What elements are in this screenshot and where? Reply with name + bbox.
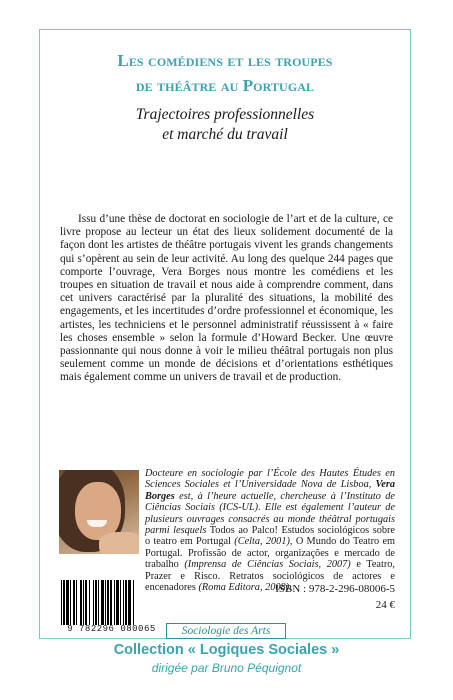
series-label: Sociologie des Arts	[166, 623, 286, 639]
bio-book-1-pub: (Celta, 2001),	[234, 536, 293, 548]
bio-part-1: Docteure en sociologie par l’École des Hautes Études en Sciences Sociales et l’Universidade Nova de Lisboa,	[145, 468, 395, 491]
author-bio	[145, 468, 395, 593]
author-name: Vera Borges	[145, 479, 395, 502]
collection-director: dirigée par Bruno Péquignot	[151, 661, 302, 675]
price: 24 €	[375, 599, 395, 611]
title-line-2: de théâtre au Portugal	[135, 76, 315, 95]
bio-book-3-pub: (Roma Editora, 2008).	[198, 582, 292, 594]
collection-name: Collection « Logiques Sociales »	[113, 642, 340, 658]
bio-book-2-pub: (Imprensa de Ciências Sociais, 2007)	[184, 559, 351, 571]
subtitle-line-1: Trajectoires professionnelles	[135, 106, 315, 123]
barcode-number: 9 782296 080065	[67, 624, 156, 634]
book-summary: Issu d’une thèse de doctorat en sociologie de l’art et de la culture, ce livre propose au lecteur un état des lieux solidement documenté de la façon dont les artistes de théâtre portugais vivent les grands changements qui s’opèrent au sein de leur activité. Au long des quelque 244 pages que comporte l’ouvrage, Vera Borges nous montre les comédiens et les troupes en situation de travail et nous aide à comprendre comment, dans cet univers caractérisé par la pluralité des situations, la mobilité des engagements, et les incertitudes d’ordre professionnel et économique, les artistes, les techniciens et le personnel administratif réussissent à « faire les choses ensemble » selon la formule d’Howard Becker. Une œuvre passionnante qui nous donne à voir le milieu théâtral portugais non plus seulement comme un monde de décisions et d’orientations esthétiques mais également comme un univers de travail et de production.	[60, 213, 393, 384]
bio-book-1: Todos ao Palco! Estudos sociológicos sobre o teatro em Portugal	[145, 525, 396, 548]
book-title	[39, 48, 411, 98]
bio-book-3: e Teatro, Prazer e Risco. Retratos sociológicos de actores e encenadores	[145, 559, 396, 594]
isbn: ISBN : 978-2-296-08006-5	[275, 583, 395, 595]
book-subtitle	[39, 105, 411, 145]
barcode-image	[59, 580, 163, 625]
title-line-1: Les comédiens et les troupes	[117, 51, 333, 70]
subtitle-line-2: et marché du travail	[162, 126, 288, 143]
author-photo	[59, 470, 139, 554]
barcode-block	[59, 580, 164, 634]
bio-book-2: O Mundo do Teatro em Portugal. Profissão de actor, organizações e mercado de trabalho	[145, 536, 396, 571]
bio-part-2: est, à l’heure actuelle, chercheuse à l’Instituto de Ciências Sociais (ICS-UL). Elle est également l’auteur de plusieurs ouvrages consacrés au monde théâtral portugais parmi lesquels	[145, 490, 396, 537]
